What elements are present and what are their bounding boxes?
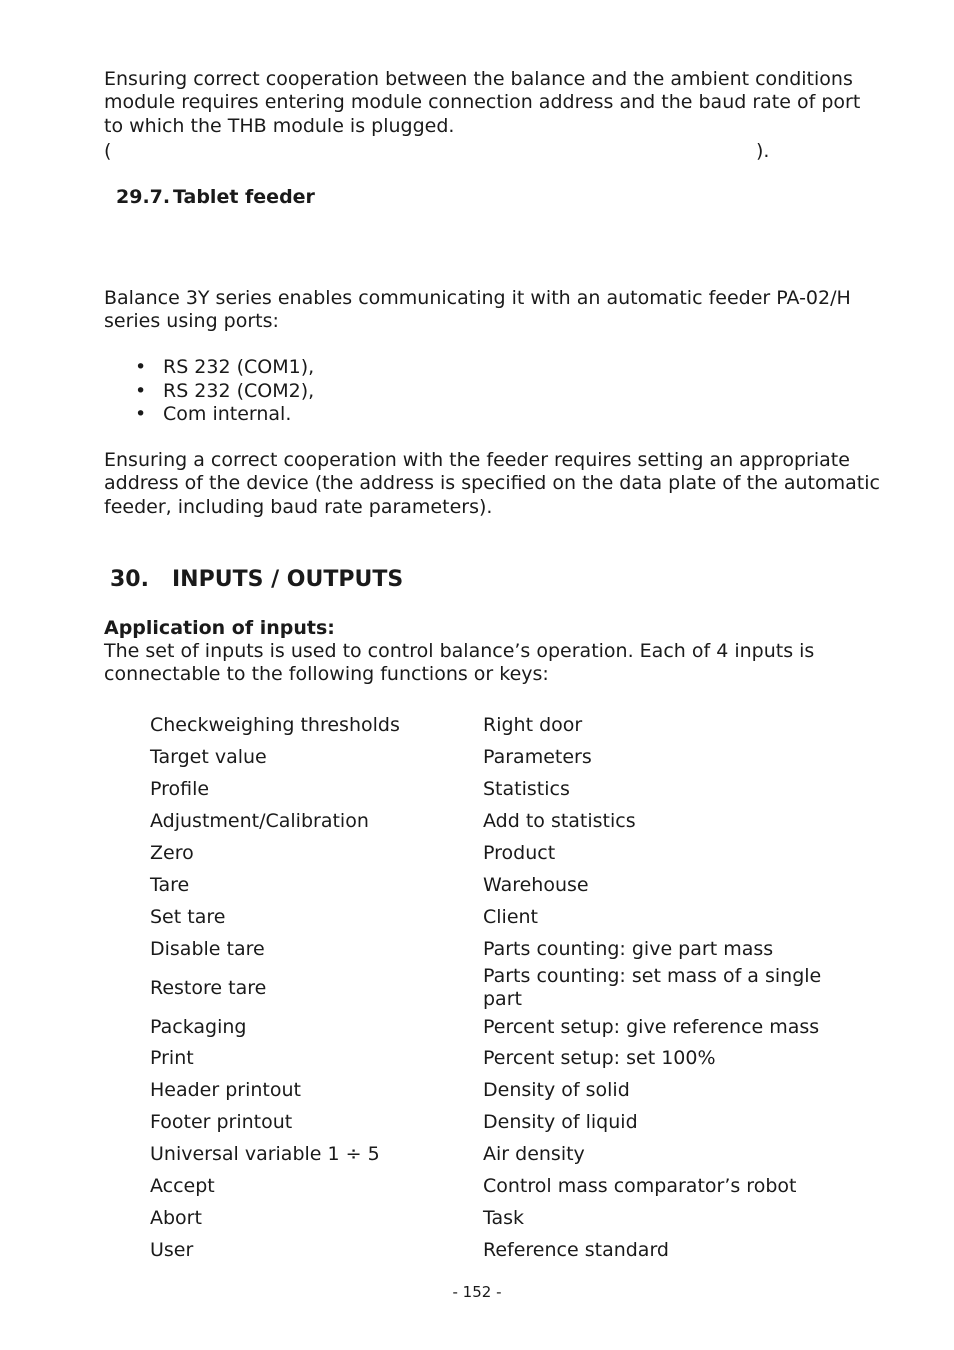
- table-cell: Set tare: [150, 905, 226, 928]
- section-30-heading: [110, 565, 403, 595]
- list-item: [104, 403, 314, 427]
- feeder-paragraph: Balance 3Y series enables communicating it with an automatic feeder PA-02/H series using ports:: [104, 287, 851, 333]
- port-label: RS 232 (COM1),: [163, 356, 315, 378]
- table-row: [150, 710, 850, 742]
- table-row: [150, 1234, 850, 1266]
- table-cell: Checkweighing thresholds: [150, 714, 400, 737]
- intro-paragraph: Ensuring correct cooperation between the balance and the ambient conditions module requires entering module connection address and the baud rate of port to which the THB module is plugged.: [104, 68, 861, 137]
- table-cell: User: [150, 1238, 194, 1261]
- table-row: [150, 933, 850, 965]
- table-cell: Disable tare: [150, 937, 265, 960]
- table-cell: Print: [150, 1047, 194, 1070]
- table-cell: Abort: [150, 1206, 202, 1229]
- table-cell: Packaging: [150, 1015, 247, 1038]
- table-cell: Warehouse: [483, 873, 589, 896]
- table-cell: Profile: [150, 778, 210, 801]
- port-label: RS 232 (COM2),: [163, 379, 315, 402]
- table-row: [150, 774, 850, 806]
- table-cell: Accept: [150, 1175, 215, 1198]
- table-row: [150, 838, 850, 870]
- table-cell: Product: [483, 842, 556, 864]
- table-row: [150, 965, 850, 1011]
- section-title: Tablet feeder: [173, 186, 315, 208]
- table-cell: Air density: [483, 1143, 585, 1166]
- table-cell: Zero: [150, 842, 194, 864]
- section-number: 29.7.: [116, 186, 171, 208]
- section-title: INPUTS / OUTPUTS: [172, 567, 404, 592]
- bullet-icon: •: [135, 379, 147, 402]
- table-cell: Task: [483, 1206, 525, 1229]
- table-row: [150, 806, 850, 838]
- table-cell: Header printout: [150, 1079, 301, 1102]
- table-cell: Control mass comparator’s robot: [483, 1175, 797, 1198]
- table-cell: Right door: [483, 714, 583, 737]
- table-row: [150, 1011, 850, 1043]
- table-row: [150, 1202, 850, 1234]
- table-cell: Percent setup: set 100%: [483, 1047, 716, 1070]
- table-cell: Add to statistics: [483, 810, 636, 833]
- bullet-icon: •: [135, 356, 147, 378]
- table-row: [150, 901, 850, 933]
- table-cell: Density of solid: [483, 1079, 630, 1102]
- bullet-icon: •: [135, 403, 147, 425]
- table-cell: Adjustment/Calibration: [150, 810, 369, 833]
- table-row: [150, 1107, 850, 1139]
- port-label: Com internal.: [163, 403, 292, 425]
- table-cell: Parameters: [483, 746, 592, 769]
- paren-open: (: [104, 140, 112, 162]
- table-row: [150, 869, 850, 901]
- list-item: [104, 356, 314, 380]
- table-cell: Statistics: [483, 778, 570, 801]
- table-row: [150, 742, 850, 774]
- page-number: - 152 -: [452, 1283, 502, 1301]
- table-cell: Client: [483, 905, 539, 928]
- table-cell: Parts counting: give part mass: [483, 937, 774, 960]
- section-29-7-heading: [116, 185, 315, 209]
- table-cell: Reference standard: [483, 1238, 669, 1261]
- table-cell: Tare: [150, 873, 190, 896]
- table-cell: Target value: [150, 746, 267, 769]
- parenthetical-line: [104, 140, 784, 163]
- table-cell: Percent setup: give reference mass: [483, 1015, 820, 1038]
- application-label: Application of inputs:: [104, 617, 335, 639]
- paren-close: ).: [756, 140, 770, 162]
- table-row: [150, 1075, 850, 1107]
- table-cell: Restore tare: [150, 976, 267, 999]
- table-row: [150, 1139, 850, 1171]
- table-cell: Universal variable 1 ÷ 5: [150, 1143, 380, 1166]
- table-cell: Density of liquid: [483, 1111, 638, 1134]
- section-number: 30.: [110, 567, 149, 592]
- table-cell: Footer printout: [150, 1111, 293, 1134]
- table-row: [150, 1171, 850, 1203]
- application-paragraph: The set of inputs is used to control balance’s operation. Each of 4 inputs is connectable to the following functions or keys:: [104, 640, 815, 686]
- feeder-cooperation-paragraph: Ensuring a correct cooperation with the feeder requires setting an appropriate address of the device (the address is specified on the data plate of the automatic feeder, including baud rate parameters).: [104, 449, 880, 518]
- table-cell: Parts counting: set mass of a single part: [483, 965, 822, 1011]
- functions-table: [150, 710, 850, 1266]
- ports-list: [104, 356, 314, 427]
- list-item: [104, 380, 314, 404]
- table-row: [150, 1043, 850, 1075]
